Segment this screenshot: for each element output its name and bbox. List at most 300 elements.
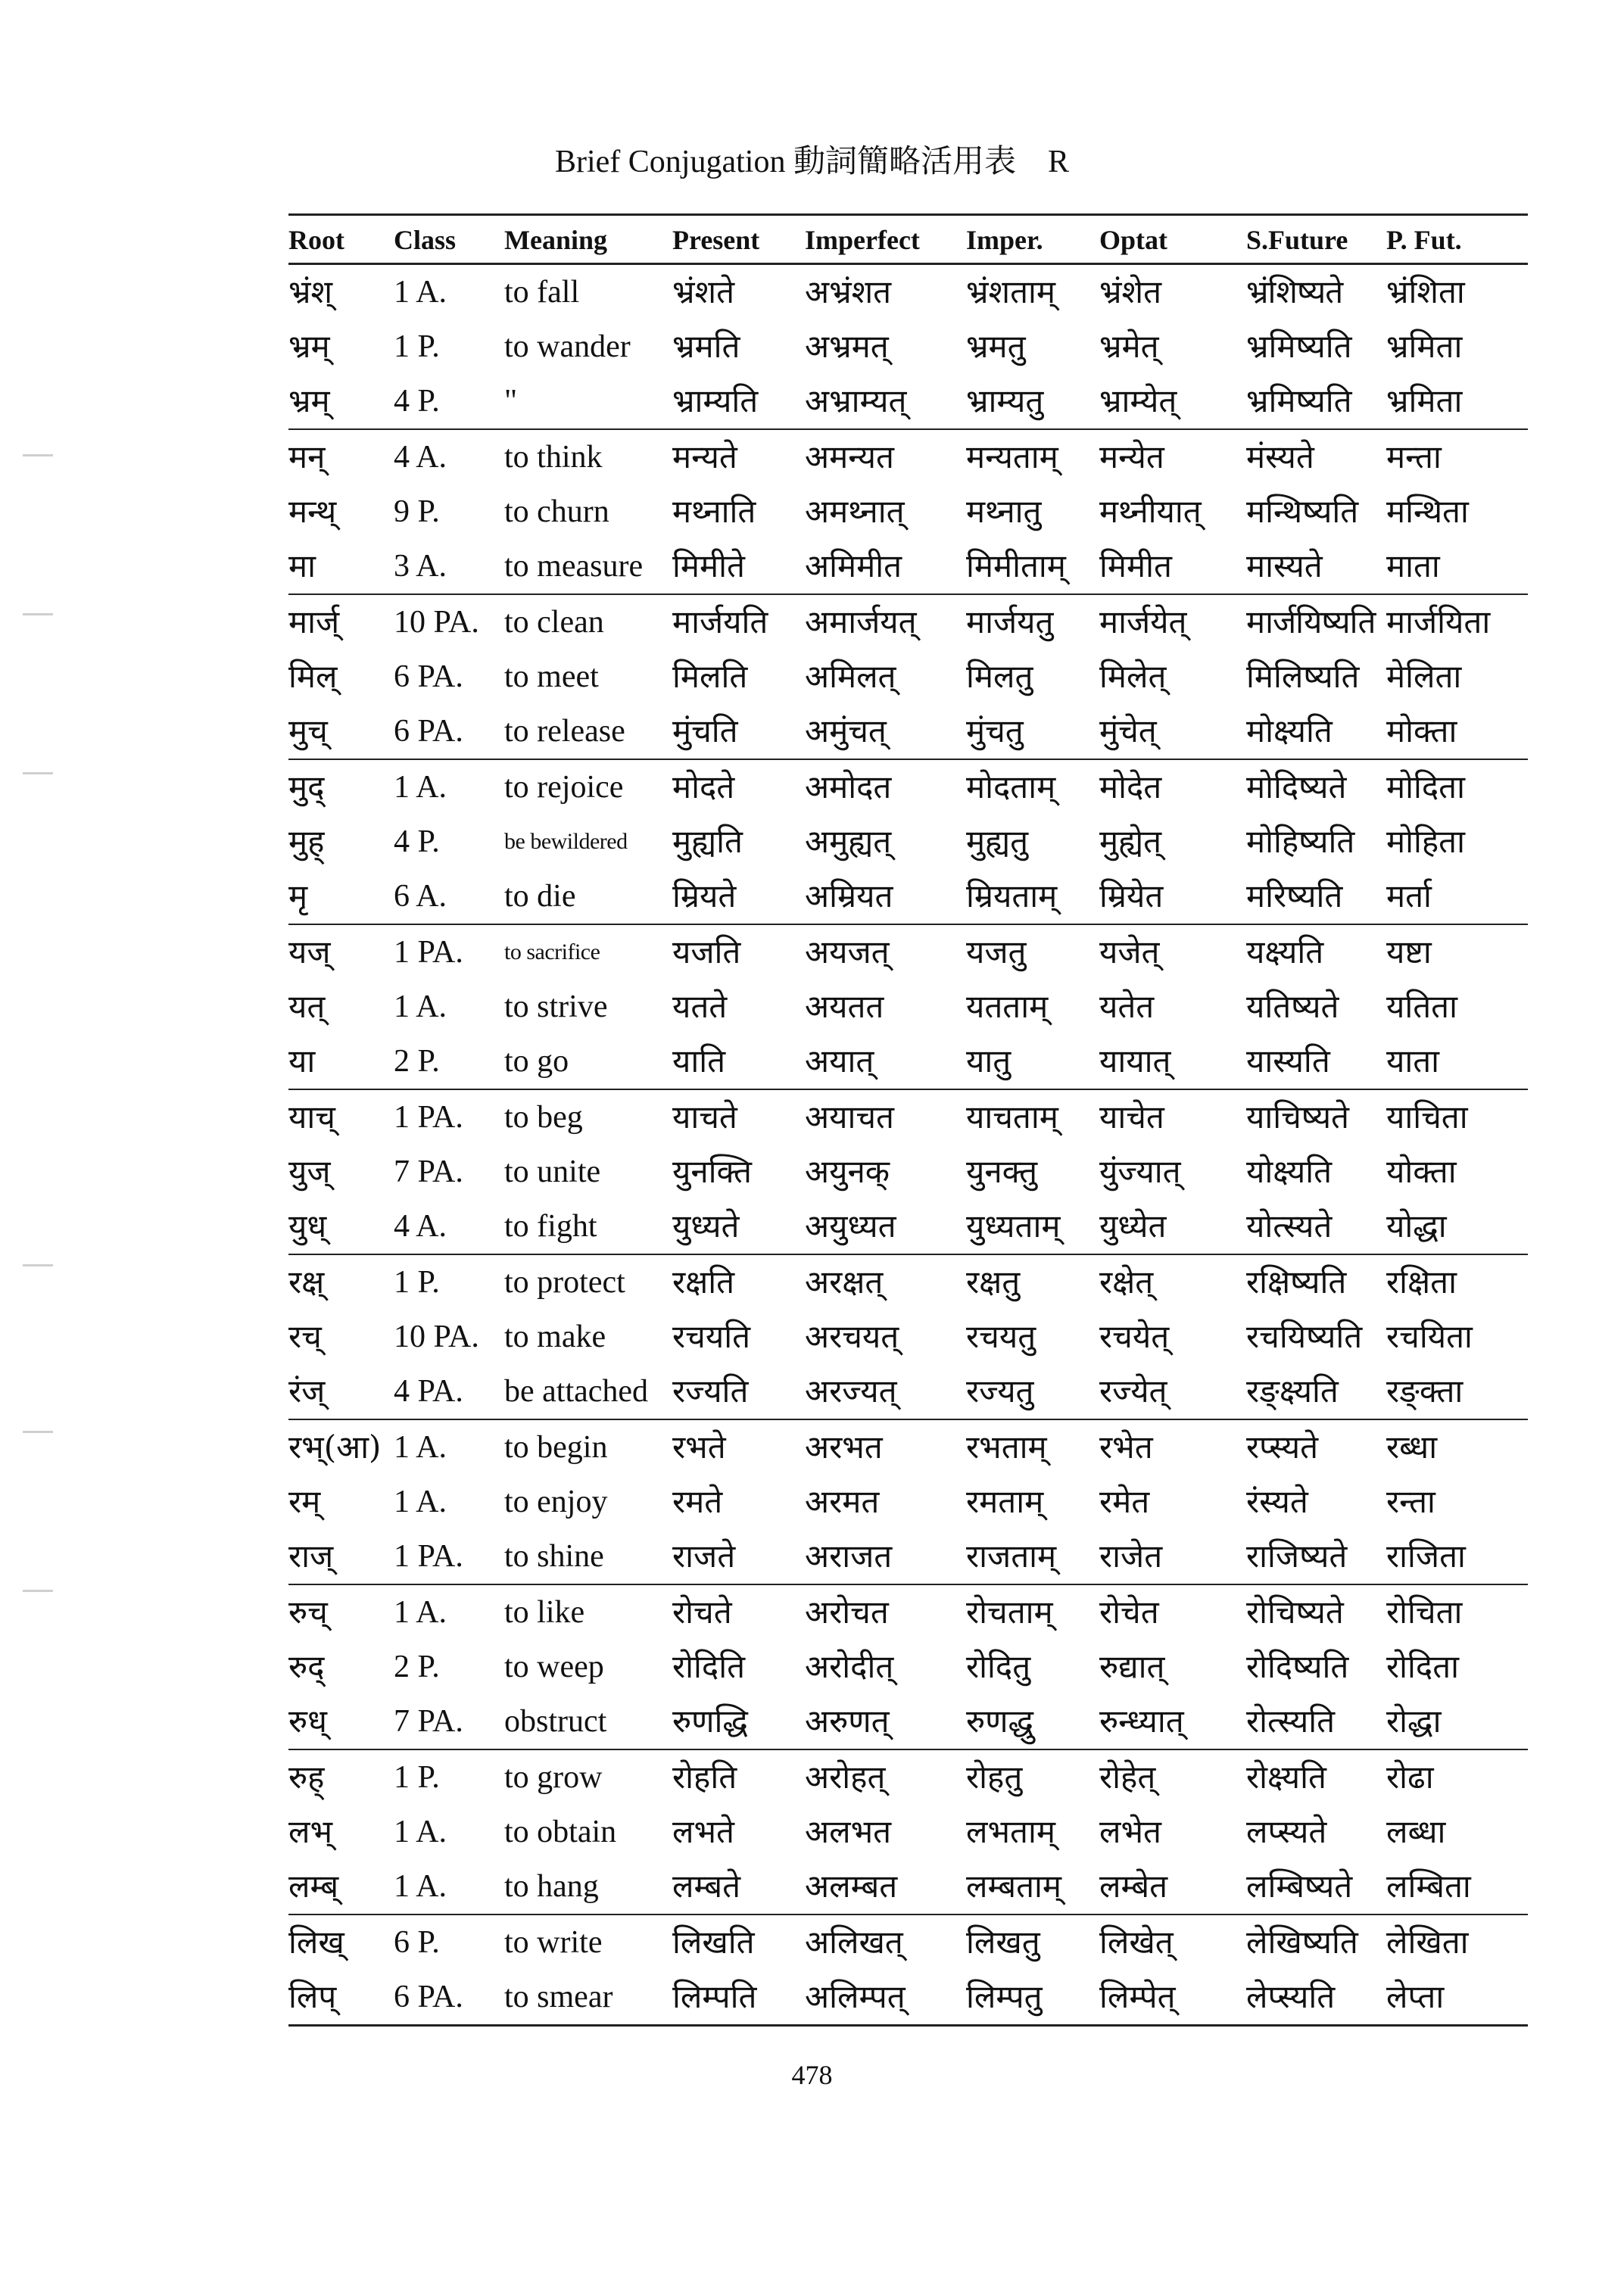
cell-class: 1 PA.	[394, 1100, 463, 1135]
cell-root: लिप्	[288, 1978, 337, 2015]
cell-present: रोदिति	[672, 1648, 746, 1685]
cell-meaning: to die	[504, 879, 576, 914]
table-row	[288, 1475, 1528, 1529]
cell-pfut: याचिता	[1386, 1098, 1468, 1136]
cell-present: यजति	[672, 933, 741, 970]
cell-root: भ्रम्	[288, 328, 330, 365]
cell-root: रंज्	[288, 1372, 326, 1410]
cell-pfut: यतिता	[1386, 988, 1457, 1025]
cell-pfut: लेखिता	[1386, 1924, 1469, 1961]
cell-meaning: to go	[504, 1044, 569, 1079]
cell-optat: मार्जयेत्	[1099, 603, 1187, 640]
table-row	[288, 319, 1528, 374]
table-row	[288, 1585, 1528, 1640]
cell-imperfect: अरमत	[805, 1483, 880, 1520]
cell-root: राज्	[288, 1537, 334, 1575]
cell-class: 2 P.	[394, 1650, 440, 1684]
cell-root: या	[288, 1042, 316, 1080]
table-row	[288, 539, 1528, 594]
cell-sfuture: रोत्स्यति	[1246, 1703, 1336, 1740]
cell-class: 4 P.	[394, 824, 440, 859]
cell-sfuture: योत्स्यते	[1246, 1207, 1333, 1245]
header-pfut: P. Fut.	[1386, 225, 1462, 255]
cell-optat: मिमीत	[1099, 547, 1172, 584]
cell-imperfect: अमार्जयत्	[805, 603, 917, 640]
cell-imper: लिखतु	[966, 1924, 1040, 1961]
cell-pfut: मन्थिता	[1386, 493, 1469, 530]
cell-meaning: to beg	[504, 1100, 583, 1135]
cell-meaning: to sacrifice	[504, 939, 600, 964]
cell-sfuture: मार्जयिष्यति	[1246, 603, 1376, 640]
cell-meaning: to make	[504, 1319, 606, 1354]
margin-scan-mark	[23, 1590, 53, 1592]
cell-sfuture: याचिष्यते	[1246, 1098, 1349, 1136]
cell-meaning: to smear	[504, 1980, 613, 2014]
cell-imperfect: अमुह्यत्	[805, 823, 892, 860]
table-row	[288, 815, 1528, 869]
cell-pfut: रब्धा	[1386, 1428, 1438, 1466]
cell-imper: मुंचतु	[966, 712, 1024, 749]
cell-imper: भ्राम्यतु	[966, 382, 1044, 419]
cell-present: रचयति	[672, 1318, 751, 1355]
cell-present: मोदते	[672, 768, 735, 805]
table-row	[288, 1805, 1528, 1859]
cell-meaning: to measure	[504, 549, 644, 584]
cell-sfuture: रप्स्यते	[1246, 1428, 1319, 1466]
cell-optat: यायात्	[1099, 1042, 1171, 1080]
cell-pfut: लेप्ता	[1386, 1978, 1445, 2015]
cell-root: मन्थ्	[288, 493, 337, 530]
cell-sfuture: लप्स्यते	[1246, 1813, 1327, 1850]
cell-root: रुध्	[288, 1703, 327, 1740]
cell-root: मा	[288, 547, 316, 584]
cell-present: लम्बते	[672, 1868, 741, 1905]
cell-optat: मोदेत	[1099, 768, 1162, 805]
cell-sfuture: रङ्क्ष्यति	[1246, 1372, 1339, 1410]
cell-root: युज्	[288, 1153, 331, 1190]
cell-pfut: मार्जयिता	[1386, 603, 1491, 640]
cell-meaning: to rejoice	[504, 770, 624, 805]
cell-imperfect: अरज्यत्	[805, 1372, 897, 1410]
table-row	[288, 1640, 1528, 1694]
cell-class: 1 A.	[394, 1869, 447, 1904]
cell-root: भ्रंश्	[288, 273, 333, 310]
cell-optat: यतेत	[1099, 988, 1155, 1025]
table-row	[288, 1199, 1528, 1254]
cell-imperfect: अयात्	[805, 1042, 874, 1080]
cell-imper: युनक्तु	[966, 1153, 1038, 1190]
cell-imper: यतताम्	[966, 988, 1049, 1025]
cell-root: भ्रम्	[288, 382, 330, 419]
cell-meaning: to churn	[504, 494, 609, 529]
cell-present: लिखति	[672, 1924, 755, 1961]
cell-optat: भ्रमेत्	[1099, 328, 1159, 365]
cell-root: रुद्	[288, 1648, 325, 1685]
cell-sfuture: रचयिष्यति	[1246, 1318, 1363, 1355]
cell-optat: मिलेत्	[1099, 658, 1167, 695]
cell-imperfect: अयाचत	[805, 1098, 894, 1136]
cell-sfuture: रोदिष्यति	[1246, 1648, 1349, 1685]
cell-meaning: be attached	[504, 1374, 649, 1409]
cell-class: 1 P.	[394, 329, 440, 364]
cell-optat: रचयेत्	[1099, 1318, 1170, 1355]
cell-sfuture: भ्रंशिष्यते	[1246, 273, 1343, 310]
cell-class: 1 A.	[394, 275, 447, 310]
header-meaning: Meaning	[504, 225, 608, 255]
cell-optat: रोहेत्	[1099, 1759, 1156, 1796]
cell-optat: भ्राम्येत्	[1099, 382, 1177, 419]
cell-meaning: to clean	[504, 605, 604, 640]
cell-imper: मन्यताम्	[966, 438, 1058, 475]
cell-root: रुच्	[288, 1594, 328, 1631]
cell-pfut: मन्ता	[1386, 438, 1442, 475]
cell-sfuture: यक्ष्यति	[1246, 933, 1324, 970]
cell-pfut: योक्ता	[1386, 1153, 1457, 1190]
cell-optat: युध्येत	[1099, 1207, 1167, 1245]
cell-pfut: रचयिता	[1386, 1318, 1473, 1355]
header-root: Root	[288, 225, 344, 255]
cell-class: 1 A.	[394, 1815, 447, 1849]
cell-present: रज्यति	[672, 1372, 749, 1410]
cell-sfuture: मिलिष्यति	[1246, 658, 1360, 695]
cell-imperfect: अयतत	[805, 988, 884, 1025]
cell-meaning: to release	[504, 714, 625, 749]
cell-optat: राजेत	[1099, 1537, 1163, 1575]
cell-imperfect: अरोचत	[805, 1594, 889, 1631]
cell-imper: मोदताम्	[966, 768, 1056, 805]
cell-optat: मुह्येत्	[1099, 823, 1162, 860]
cell-sfuture: लम्बिष्यते	[1246, 1868, 1353, 1905]
table-row	[288, 1970, 1528, 2024]
cell-imperfect: अलिखत्	[805, 1924, 903, 1961]
cell-optat: रमेत	[1099, 1483, 1150, 1520]
cell-root: मुच्	[288, 712, 328, 749]
cell-root: रक्ष्	[288, 1263, 325, 1301]
header-imperfect: Imperfect	[805, 225, 920, 255]
cell-meaning: to hang	[504, 1869, 599, 1904]
cell-meaning: to protect	[504, 1265, 625, 1300]
cell-pfut: राजिता	[1386, 1537, 1466, 1575]
cell-imper: लम्बताम्	[966, 1868, 1062, 1905]
cell-present: याचते	[672, 1098, 737, 1136]
cell-present: युनक्ति	[672, 1153, 753, 1190]
cell-sfuture: यास्यति	[1246, 1042, 1330, 1080]
cell-imper: यातु	[966, 1042, 1011, 1080]
cell-pfut: योद्धा	[1386, 1207, 1447, 1245]
cell-root: रच्	[288, 1318, 322, 1355]
table-row	[288, 1529, 1528, 1584]
cell-imperfect: अभ्राम्यत्	[805, 382, 907, 419]
cell-imperfect: अरक्षत्	[805, 1263, 884, 1301]
cell-pfut: लम्बिता	[1386, 1868, 1471, 1905]
cell-imper: भ्रमतु	[966, 328, 1026, 365]
cell-root: मुद्	[288, 768, 325, 805]
cell-present: रोहति	[672, 1759, 737, 1796]
cell-present: मिलति	[672, 658, 748, 695]
cell-pfut: याता	[1386, 1042, 1440, 1080]
cell-imperfect: अलिम्पत्	[805, 1978, 906, 2015]
cell-class: 6 P.	[394, 1925, 440, 1960]
table-row	[288, 1255, 1528, 1310]
cell-imperfect: अभ्रमत्	[805, 328, 889, 365]
cell-sfuture: रक्षिष्यति	[1246, 1263, 1347, 1301]
cell-sfuture: लेप्स्यति	[1246, 1978, 1336, 2015]
cell-imper: भ्रंशताम्	[966, 273, 1056, 310]
cell-root: मृ	[288, 877, 308, 914]
table-row	[288, 925, 1528, 980]
cell-optat: लम्बेत	[1099, 1868, 1168, 1905]
cell-imper: याचताम्	[966, 1098, 1058, 1136]
cell-imperfect: अरचयत्	[805, 1318, 899, 1355]
cell-meaning: to unite	[504, 1154, 601, 1189]
cell-imper: लभताम्	[966, 1813, 1055, 1850]
cell-imperfect: अमुंचत्	[805, 712, 887, 749]
cell-meaning: to strive	[504, 989, 608, 1024]
cell-sfuture: मास्यते	[1246, 547, 1323, 584]
cell-imper: रोहतु	[966, 1759, 1023, 1796]
cell-pfut: रोदिता	[1386, 1648, 1460, 1685]
table-row	[288, 1420, 1528, 1475]
cell-present: यतते	[672, 988, 728, 1025]
cell-meaning: to fall	[504, 275, 580, 310]
cell-class: 1 A.	[394, 1485, 447, 1519]
cell-root: याच्	[288, 1098, 335, 1136]
cell-imper: रोदितु	[966, 1648, 1031, 1685]
cell-imper: म्रियताम्	[966, 877, 1058, 914]
cell-sfuture: योक्ष्यति	[1246, 1153, 1333, 1190]
cell-imperfect: अम्रियत	[805, 877, 893, 914]
cell-present: रोचते	[672, 1594, 732, 1631]
margin-scan-mark	[23, 1431, 53, 1433]
cell-imper: रभताम्	[966, 1428, 1047, 1466]
group-rule	[288, 2024, 1528, 2027]
cell-root: लम्ब्	[288, 1868, 339, 1905]
cell-sfuture: मोक्ष्यति	[1246, 712, 1333, 749]
cell-root: यज्	[288, 933, 331, 970]
table-row	[288, 1145, 1528, 1199]
cell-sfuture: भ्रमिष्यति	[1246, 328, 1352, 365]
cell-meaning: to shine	[504, 1539, 604, 1574]
cell-optat: लिम्पेत्	[1099, 1978, 1176, 2015]
cell-class: 4 A.	[394, 1209, 447, 1244]
cell-class: 7 PA.	[394, 1704, 463, 1739]
cell-root: मुह्	[288, 823, 325, 860]
cell-imper: मुह्यतु	[966, 823, 1029, 860]
cell-imper: मार्जयतु	[966, 603, 1054, 640]
table-row	[288, 650, 1528, 704]
cell-root: रम्	[288, 1483, 321, 1520]
cell-present: राजते	[672, 1537, 736, 1575]
cell-pfut: मोदिता	[1386, 768, 1465, 805]
table-row	[288, 265, 1528, 319]
margin-scan-mark	[23, 454, 53, 456]
conjugation-table	[288, 213, 1528, 2027]
cell-present: रुणद्धि	[672, 1703, 748, 1740]
table-row	[288, 980, 1528, 1034]
cell-imper: रक्षतु	[966, 1263, 1021, 1301]
cell-sfuture: रंस्यते	[1246, 1483, 1308, 1520]
table-header-row	[288, 216, 1528, 263]
cell-imperfect: अलम्बत	[805, 1868, 898, 1905]
cell-pfut: मर्ता	[1386, 877, 1432, 914]
cell-class: 6 PA.	[394, 1980, 463, 2014]
cell-class: 10 PA.	[394, 605, 479, 640]
cell-pfut: भ्रंशिता	[1386, 273, 1465, 310]
cell-imperfect: अमिमीत	[805, 547, 902, 584]
cell-present: लभते	[672, 1813, 734, 1850]
cell-optat: रभेत	[1099, 1428, 1153, 1466]
cell-pfut: माता	[1386, 547, 1440, 584]
cell-class: 1 P.	[394, 1265, 440, 1300]
cell-imperfect: अलभत	[805, 1813, 892, 1850]
cell-meaning: to obtain	[504, 1815, 617, 1849]
cell-class: 1 A.	[394, 770, 447, 805]
cell-root: यत्	[288, 988, 326, 1025]
cell-optat: रक्षेत्	[1099, 1263, 1154, 1301]
cell-optat: भ्रंशेत	[1099, 273, 1162, 310]
cell-pfut: रोचिता	[1386, 1594, 1463, 1631]
cell-imperfect: अरभत	[805, 1428, 883, 1466]
cell-meaning: "	[504, 384, 518, 419]
cell-class: 1 PA.	[394, 935, 463, 970]
cell-imper: रमताम्	[966, 1483, 1044, 1520]
cell-sfuture: रोक्ष्यति	[1246, 1759, 1326, 1796]
cell-class: 6 PA.	[394, 714, 463, 749]
cell-meaning: to begin	[504, 1430, 608, 1465]
cell-present: भ्रंशते	[672, 273, 735, 310]
cell-present: रमते	[672, 1483, 723, 1520]
cell-imper: रचयतु	[966, 1318, 1036, 1355]
cell-optat: मुंचेत्	[1099, 712, 1157, 749]
table-row	[288, 1310, 1528, 1364]
cell-present: रक्षति	[672, 1263, 735, 1301]
cell-sfuture: मरिष्यति	[1246, 877, 1343, 914]
cell-optat: रुद्यात्	[1099, 1648, 1165, 1685]
cell-present: मन्यते	[672, 438, 737, 475]
cell-imper: रुणद्धु	[966, 1703, 1034, 1740]
cell-present: युध्यते	[672, 1207, 740, 1245]
cell-class: 7 PA.	[394, 1154, 463, 1189]
cell-present: मुह्यति	[672, 823, 743, 860]
cell-imperfect: अरोदीत्	[805, 1648, 894, 1685]
table-row	[288, 1090, 1528, 1145]
cell-pfut: रोढा	[1386, 1759, 1434, 1796]
cell-root: मन्	[288, 438, 326, 475]
cell-present: मथ्नाति	[672, 493, 756, 530]
cell-present: भ्राम्यति	[672, 382, 759, 419]
cell-pfut: रक्षिता	[1386, 1263, 1457, 1301]
cell-imper: मथ्नातु	[966, 493, 1042, 530]
cell-meaning: obstruct	[504, 1704, 607, 1739]
cell-root: लिख्	[288, 1924, 344, 1961]
cell-class: 3 A.	[394, 549, 447, 584]
cell-pfut: भ्रमिता	[1386, 328, 1463, 365]
cell-present: याति	[672, 1042, 726, 1080]
cell-sfuture: भ्रमिष्यति	[1246, 382, 1352, 419]
header-imper: Imper.	[966, 225, 1043, 255]
cell-meaning: to grow	[504, 1760, 603, 1795]
cell-imper: मिलतु	[966, 658, 1033, 695]
table-row	[288, 1859, 1528, 1914]
cell-imperfect: अमोदत	[805, 768, 892, 805]
cell-pfut: रोद्धा	[1386, 1703, 1442, 1740]
table-body	[288, 265, 1528, 2027]
table-row	[288, 760, 1528, 815]
cell-root: मार्ज्	[288, 603, 340, 640]
cell-meaning: to meet	[504, 659, 599, 694]
cell-imper: रज्यतु	[966, 1372, 1034, 1410]
cell-pfut: लब्धा	[1386, 1813, 1446, 1850]
cell-present: मुंचति	[672, 712, 738, 749]
cell-root: रुह्	[288, 1759, 325, 1796]
cell-sfuture: यतिष्यते	[1246, 988, 1339, 1025]
table-row	[288, 595, 1528, 650]
cell-pfut: मोहिता	[1386, 823, 1465, 860]
header-optat: Optat	[1099, 225, 1167, 255]
cell-optat: मथ्नीयात्	[1099, 493, 1202, 530]
cell-imperfect: अभ्रंशत	[805, 273, 892, 310]
table-row	[288, 1915, 1528, 1970]
cell-sfuture: मन्थिष्यति	[1246, 493, 1359, 530]
table-row	[288, 374, 1528, 428]
cell-meaning: to fight	[504, 1209, 597, 1244]
cell-present: लिम्पति	[672, 1978, 757, 2015]
table-row	[288, 430, 1528, 484]
cell-imperfect: अमन्यत	[805, 438, 894, 475]
cell-pfut: मेलिता	[1386, 658, 1462, 695]
cell-meaning: to like	[504, 1595, 585, 1630]
cell-class: 4 A.	[394, 440, 447, 475]
cell-sfuture: मोहिष्यति	[1246, 823, 1355, 860]
cell-pfut: रन्ता	[1386, 1483, 1435, 1520]
cell-imperfect: अयजत्	[805, 933, 890, 970]
cell-imperfect: अयुध्यत	[805, 1207, 896, 1245]
cell-optat: रुन्ध्यात्	[1099, 1703, 1184, 1740]
cell-root: युध्	[288, 1207, 327, 1245]
margin-scan-mark	[23, 1264, 53, 1266]
cell-optat: मन्येत	[1099, 438, 1164, 475]
cell-class: 1 A.	[394, 1430, 447, 1465]
header-sfuture: S.Future	[1246, 225, 1348, 255]
cell-pfut: भ्रमिता	[1386, 382, 1463, 419]
cell-sfuture: राजिष्यते	[1246, 1537, 1348, 1575]
cell-meaning: to write	[504, 1925, 603, 1960]
table-row	[288, 484, 1528, 539]
cell-imperfect: अमिलत्	[805, 658, 896, 695]
table-row	[288, 1034, 1528, 1089]
cell-meaning: to weep	[504, 1650, 604, 1684]
cell-imperfect: अराजत	[805, 1537, 893, 1575]
table-row	[288, 1364, 1528, 1419]
cell-root: लभ्	[288, 1813, 333, 1850]
cell-present: म्रियते	[672, 877, 737, 914]
cell-imperfect: अयुनक्	[805, 1153, 890, 1190]
cell-sfuture: रोचिष्यते	[1246, 1594, 1344, 1631]
cell-optat: लिखेत्	[1099, 1924, 1174, 1961]
cell-class: 4 PA.	[394, 1374, 463, 1409]
margin-scan-mark	[23, 772, 53, 774]
cell-present: भ्रमति	[672, 328, 740, 365]
page-number: 478	[791, 2060, 833, 2090]
cell-optat: युंज्यात्	[1099, 1153, 1181, 1190]
cell-present: रभते	[672, 1428, 726, 1466]
table-row	[288, 1750, 1528, 1805]
cell-class: 1 A.	[394, 989, 447, 1024]
cell-class: 6 PA.	[394, 659, 463, 694]
cell-present: मार्जयति	[672, 603, 768, 640]
cell-optat: यजेत्	[1099, 933, 1160, 970]
cell-class: 4 P.	[394, 384, 440, 419]
